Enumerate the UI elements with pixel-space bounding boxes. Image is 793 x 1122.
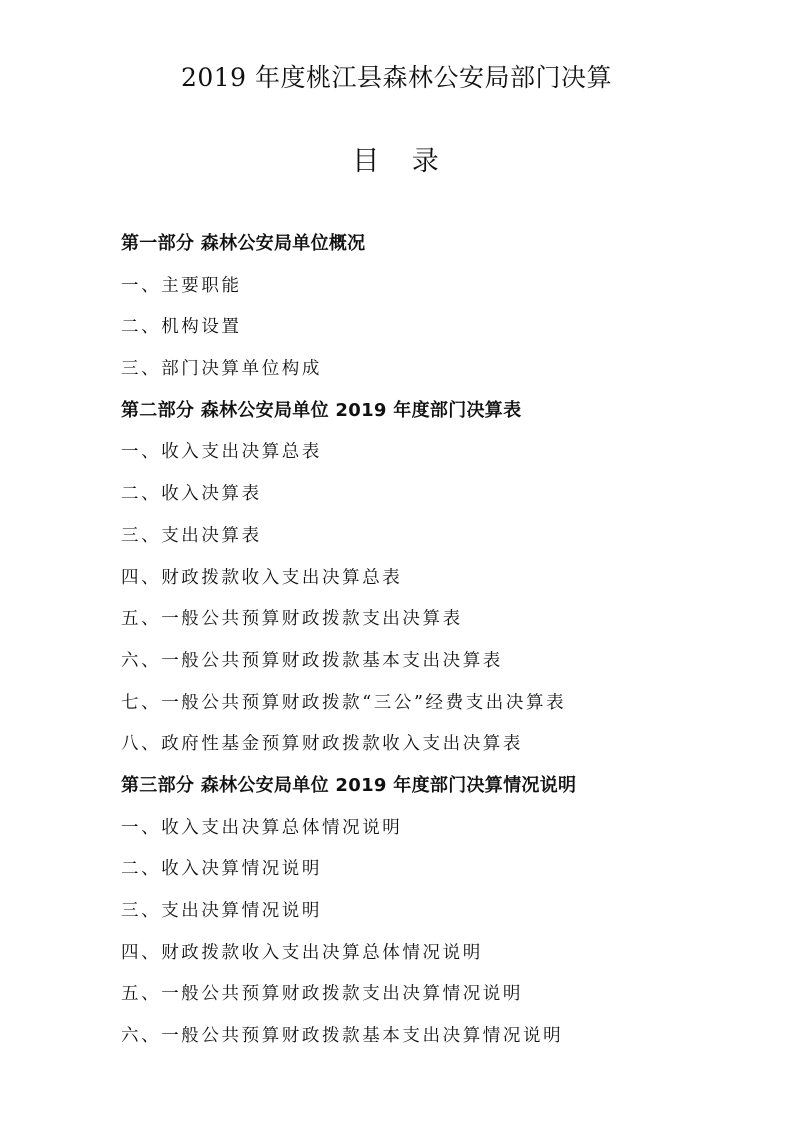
toc-item: 二、收入决算表 bbox=[121, 484, 262, 505]
toc-item: 五、一般公共预算财政拨款支出决算情况说明 bbox=[121, 984, 523, 1005]
toc-part-2-heading: 第二部分 森林公安局单位 2019 年度部门决算表 bbox=[121, 399, 522, 421]
toc-heading: 目 录 bbox=[352, 146, 451, 177]
toc-item: 七、一般公共预算财政拨款“三公”经费支出决算表 bbox=[121, 692, 567, 713]
toc-part-3-heading: 第三部分 森林公安局单位 2019 年度部门决算情况说明 bbox=[121, 774, 577, 796]
toc-item: 二、收入决算情况说明 bbox=[121, 859, 322, 880]
toc-item: 一、收入支出决算总表 bbox=[121, 442, 322, 463]
toc-item: 八、政府性基金预算财政拨款收入支出决算表 bbox=[121, 734, 523, 755]
toc-item: 三、部门决算单位构成 bbox=[121, 359, 322, 380]
document-title: 2019 年度桃江县森林公安局部门决算 bbox=[180, 63, 613, 92]
toc-part-1-heading: 第一部分 森林公安局单位概况 bbox=[121, 233, 366, 254]
toc-item: 六、一般公共预算财政拨款基本支出决算表 bbox=[121, 650, 503, 671]
toc-item: 三、支出决算情况说明 bbox=[121, 901, 322, 921]
table-of-contents bbox=[121, 226, 721, 1060]
toc-item: 二、机构设置 bbox=[121, 317, 242, 338]
toc-item: 六、一般公共预算财政拨款基本支出决算情况说明 bbox=[121, 1026, 564, 1047]
toc-item: 五、一般公共预算财政拨款支出决算表 bbox=[121, 609, 463, 630]
toc-item: 四、财政拨款收入支出决算总体情况说明 bbox=[121, 942, 483, 963]
toc-item: 一、主要职能 bbox=[121, 275, 242, 296]
toc-item: 三、支出决算表 bbox=[121, 525, 262, 546]
toc-item: 四、财政拨款收入支出决算总表 bbox=[121, 567, 403, 588]
toc-item: 一、收入支出决算总体情况说明 bbox=[121, 817, 403, 838]
